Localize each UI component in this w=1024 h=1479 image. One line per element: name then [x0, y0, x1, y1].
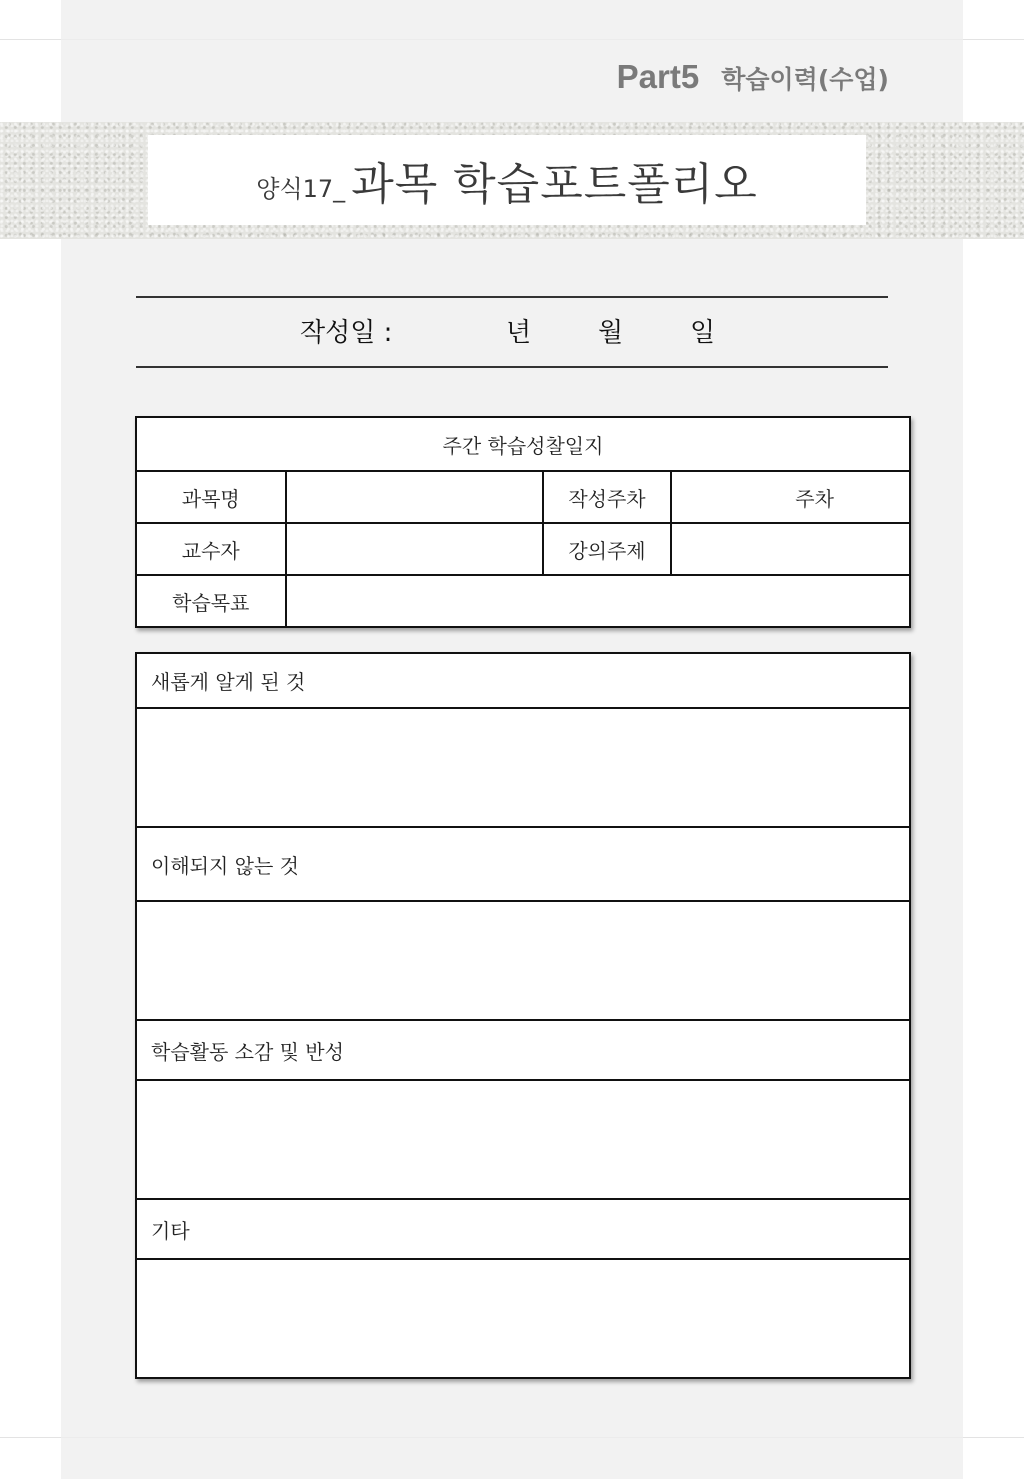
date-bottom-rule [136, 366, 888, 368]
part-subtitle: 학습이력(수업) [721, 65, 889, 94]
date-year[interactable]: 년 [506, 318, 532, 348]
top-divider-left [0, 39, 61, 40]
bottom-divider-left [0, 1437, 61, 1438]
other-label: 기타 [136, 1199, 910, 1259]
professor-field[interactable] [286, 523, 543, 575]
other-field[interactable] [136, 1259, 910, 1378]
activity-reflection-label: 학습활동 소감 및 반성 [136, 1020, 910, 1080]
date-month[interactable]: 월 [598, 318, 624, 348]
week-label: 작성주차 [543, 471, 672, 523]
reflection-table [135, 652, 911, 1379]
form-title [148, 135, 866, 225]
subject-field[interactable] [286, 471, 543, 523]
page-header [617, 58, 889, 96]
subject-label: 과목명 [136, 471, 286, 523]
not-understood-label: 이해되지 않는 것 [136, 827, 910, 901]
weekly-reflection-info-table [135, 416, 911, 628]
form-title-text: 과목 학습포트폴리오 [351, 159, 758, 210]
info-table-heading: 주간 학습성찰일지 [136, 417, 910, 471]
date-label: 작성일 : [300, 318, 393, 348]
goal-label: 학습목표 [136, 575, 286, 627]
week-field[interactable] [671, 471, 910, 523]
topic-field[interactable] [671, 523, 910, 575]
date-row [0, 312, 1024, 352]
part-number: Part5 [616, 58, 700, 95]
professor-label: 교수자 [136, 523, 286, 575]
not-understood-field[interactable] [136, 901, 910, 1020]
activity-reflection-field[interactable] [136, 1080, 910, 1199]
new-learning-label: 새롭게 알게 된 것 [136, 653, 910, 708]
date-top-rule [136, 296, 888, 298]
bottom-divider-right [963, 1437, 1024, 1438]
bottom-divider-page [61, 1437, 963, 1438]
new-learning-field[interactable] [136, 708, 910, 827]
date-day[interactable]: 일 [690, 318, 716, 348]
goal-field[interactable] [286, 575, 910, 627]
top-divider-right [963, 39, 1024, 40]
form-number: 양식17_ [256, 174, 346, 203]
top-divider-page [61, 39, 963, 40]
week-unit: 주차 [795, 486, 834, 511]
topic-label: 강의주제 [543, 523, 672, 575]
